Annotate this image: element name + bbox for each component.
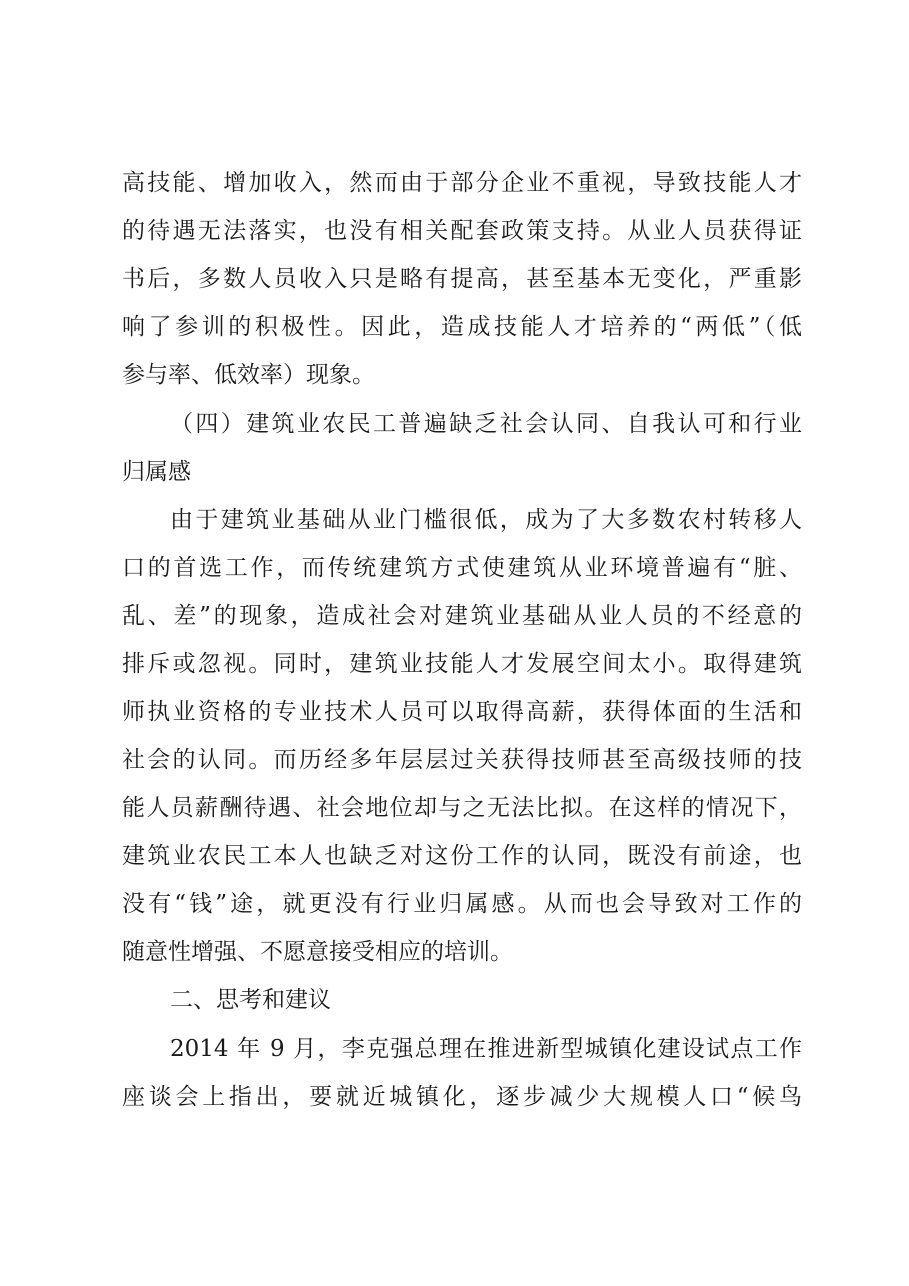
text-line: 能人员薪酬待遇、社会地位却与之无法比拟。在这样的情况下，: [122, 795, 802, 821]
text-line: 由于建筑业基础从业门槛很低，成为了大多数农村转移人: [170, 507, 802, 533]
text-line: 师执业资格的专业技术人员可以取得高薪，获得体面的生活和: [122, 699, 802, 725]
text-line: 座谈会上指出，要就近城镇化，逐步减少大规模人口“候鸟: [122, 1084, 802, 1110]
section-heading: （四）建筑业农民工普遍缺乏社会认同、自我认可和行业: [170, 411, 802, 437]
section-heading: 二、思考和建议: [170, 987, 331, 1013]
text-line: 2014 年 9 月，李克强总理在推进新型城镇化建设试点工作: [170, 1036, 802, 1062]
text-line: 乱、差”的现象，造成社会对建筑业基础从业人员的不经意的: [122, 603, 802, 629]
text-line: 高技能、增加收入，然而由于部分企业不重视，导致技能人才: [122, 170, 802, 196]
text-line: 没有“钱”途，就更没有行业归属感。从而也会导致对工作的: [122, 891, 802, 917]
text-line: 社会的认同。而历经多年层层过关获得技师甚至高级技师的技: [122, 747, 802, 773]
text-line: 的待遇无法落实，也没有相关配套政策支持。从业人员获得证: [122, 218, 802, 244]
text-line: 排斥或忽视。同时，建筑业技能人才发展空间太小。取得建筑: [122, 651, 802, 677]
text-line: 建筑业农民工本人也缺乏对这份工作的认同，既没有前途，也: [122, 843, 802, 869]
text-line: 书后，多数人员收入只是略有提高，甚至基本无变化，严重影: [122, 266, 802, 292]
text-line: 随意性增强、不愿意接受相应的培训。: [122, 939, 513, 965]
section-heading-continued: 归属感: [122, 459, 191, 485]
text-line: 参与率、低效率）现象。: [122, 362, 375, 388]
text-line: 响了参训的积极性。因此，造成技能人才培养的“两低”（低: [122, 314, 802, 340]
text-line: 口的首选工作，而传统建筑方式使建筑从业环境普遍有“脏、: [122, 555, 802, 581]
